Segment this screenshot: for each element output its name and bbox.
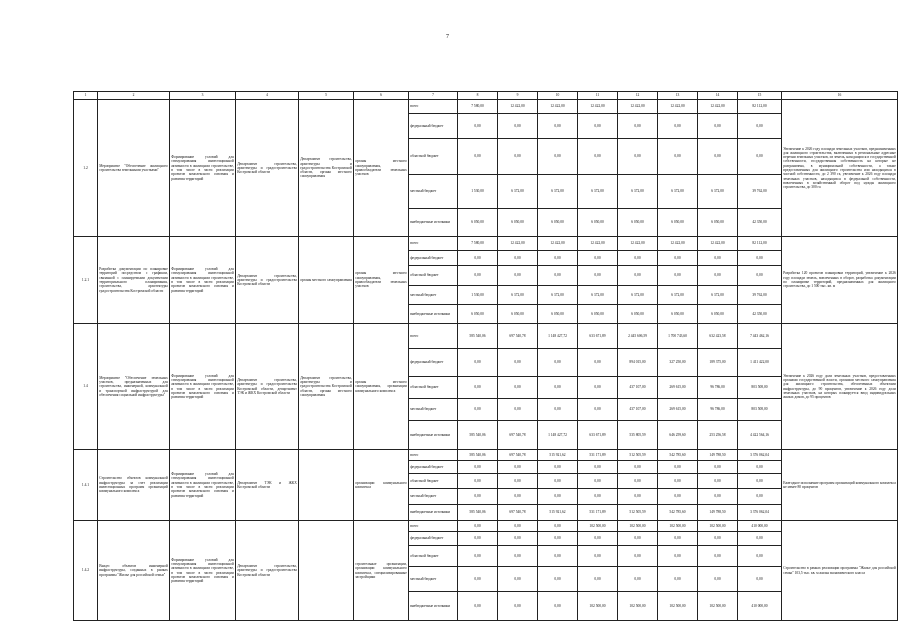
funding-total-cell: 0,00 xyxy=(738,461,782,474)
funding-year-cell: 0,00 xyxy=(498,377,538,399)
funding-year-cell: 0,00 xyxy=(698,532,738,546)
funding-year-cell: 6 050,00 xyxy=(458,209,498,237)
funding-year-cell: 0,00 xyxy=(578,532,618,546)
funding-year-cell: 515 921,62 xyxy=(538,450,578,461)
activity-code-cell: 1.2.1 xyxy=(74,237,98,324)
funding-year-cell: 0,00 xyxy=(458,114,498,139)
activity-participants-cell: органы местного самоуправления xyxy=(299,237,354,324)
activity-code-cell: 1.4.2 xyxy=(74,521,98,621)
funding-source-cell: областной бюджет xyxy=(409,474,458,489)
funding-year-cell: 0,00 xyxy=(498,521,538,532)
funding-year-cell: 12 422,00 xyxy=(578,100,618,114)
funding-year-cell: 0,00 xyxy=(658,567,698,592)
activity-goal-cell: Формирование условий для стимулирования инвестиционной активности в жилищном строительстве, в том числе в части реализации проектов комплексного освоения и развития территорий xyxy=(170,324,236,450)
funding-year-cell: 697 540,78 xyxy=(498,421,538,450)
funding-year-cell: 6 050,00 xyxy=(618,305,658,324)
funding-year-cell: 0,00 xyxy=(698,546,738,567)
funding-year-cell: 6 050,00 xyxy=(578,209,618,237)
funding-total-cell: 7 443 462,16 xyxy=(738,324,782,349)
funding-year-cell: 0,00 xyxy=(458,532,498,546)
funding-source-cell: местный бюджет xyxy=(409,567,458,592)
funding-year-cell: 437 107,00 xyxy=(618,399,658,421)
funding-year-cell: 0,00 xyxy=(618,474,658,489)
funding-year-cell: 0,00 xyxy=(458,399,498,421)
activity-code-cell: 1.2 xyxy=(74,100,98,237)
funding-year-cell: 12 422,00 xyxy=(498,100,538,114)
activity-participants-cell xyxy=(299,450,354,521)
target-indicator-cell: Увеличение к 2026 году доли земельных участков, предоставленных органами государственной власти, органами местного самоуправления для жилищного строительства, обеспеченных объектами инфраструктуры, до 90 процентов, увеличение к 2026 году доли земельных участков, на которых планируется ввод индивидуальных жилых домов, до 95 процентов xyxy=(782,324,898,450)
funding-year-cell: 531 171,89 xyxy=(578,505,618,521)
funding-year-cell: 0,00 xyxy=(658,489,698,505)
funding-year-cell: 0,00 xyxy=(538,461,578,474)
funding-year-cell: 0,00 xyxy=(658,546,698,567)
funding-source-cell: всего xyxy=(409,237,458,251)
activity-executor-cell: Департамент строительства, архитектуры и градостроительства Костромской области xyxy=(236,100,299,237)
funding-year-cell: 0,00 xyxy=(458,474,498,489)
funding-year-cell: 12 422,00 xyxy=(618,237,658,251)
funding-total-cell: 410 000,00 xyxy=(738,592,782,621)
funding-total-cell: 82 112,00 xyxy=(738,100,782,114)
funding-year-cell: 0,00 xyxy=(538,592,578,621)
funding-year-cell: 0,00 xyxy=(698,567,738,592)
funding-year-cell: 0,00 xyxy=(538,489,578,505)
funding-year-cell: 542 785,60 xyxy=(658,505,698,521)
funding-year-cell: 0,00 xyxy=(498,489,538,505)
funding-year-cell: 6 050,00 xyxy=(498,305,538,324)
funding-source-cell: местный бюджет xyxy=(409,489,458,505)
funding-year-cell: 0,00 xyxy=(458,489,498,505)
funding-year-cell: 0,00 xyxy=(618,489,658,505)
program-activities-table xyxy=(73,91,898,621)
funding-total-cell: 82 112,00 xyxy=(738,237,782,251)
column-number-header: 10 xyxy=(538,92,578,100)
funding-source-cell: местный бюджет xyxy=(409,286,458,305)
header-row xyxy=(74,92,898,100)
funding-total-cell: 3 376 062,04 xyxy=(738,450,782,461)
funding-source-cell: областной бюджет xyxy=(409,546,458,567)
table-row xyxy=(74,237,898,251)
activity-goal-cell: Формирование условий для стимулирования инвестиционной активности в жилищном строительстве, в том числе в части реализации проектов комплексного освоения и развития территорий xyxy=(170,450,236,521)
funding-year-cell: 12 422,00 xyxy=(538,237,578,251)
activity-name-cell: Мероприятие "Обеспечение жилищного строительства земельными участками" xyxy=(98,100,170,237)
funding-year-cell: 585 540,06 xyxy=(458,450,498,461)
funding-year-cell: 0,00 xyxy=(578,114,618,139)
funding-year-cell: 0,00 xyxy=(698,114,738,139)
funding-year-cell: 0,00 xyxy=(458,139,498,175)
funding-total-cell: 39 762,00 xyxy=(738,286,782,305)
funding-total-cell: 0,00 xyxy=(738,546,782,567)
funding-year-cell: 0,00 xyxy=(698,139,738,175)
funding-year-cell: 1 148 427,72 xyxy=(538,324,578,349)
funding-year-cell: 697 540,78 xyxy=(498,505,538,521)
funding-year-cell: 0,00 xyxy=(538,266,578,286)
column-number-header: 16 xyxy=(782,92,898,100)
funding-source-cell: внебюджетные источники xyxy=(409,505,458,521)
funding-year-cell: 585 540,06 xyxy=(458,324,498,349)
funding-year-cell: 0,00 xyxy=(498,532,538,546)
funding-source-cell: федеральный бюджет xyxy=(409,461,458,474)
funding-year-cell: 0,00 xyxy=(658,251,698,266)
funding-total-cell: 0,00 xyxy=(738,532,782,546)
funding-total-cell: 3 376 062,04 xyxy=(738,505,782,521)
activity-executor-cell: Департамент ТЭК и ЖКХ Костромской области xyxy=(236,450,299,521)
activity-executor-cell: Департамент строительства, архитектуры и градостроительства Костромской области xyxy=(236,237,299,324)
funding-year-cell: 189 375,00 xyxy=(698,349,738,377)
funding-year-cell: 0,00 xyxy=(698,251,738,266)
funding-year-cell: 0,00 xyxy=(578,489,618,505)
funding-year-cell: 0,00 xyxy=(538,377,578,399)
funding-year-cell: 0,00 xyxy=(578,251,618,266)
funding-source-cell: местный бюджет xyxy=(409,399,458,421)
funding-year-cell: 0,00 xyxy=(578,461,618,474)
funding-year-cell: 327 250,00 xyxy=(658,349,698,377)
page-number: 7 xyxy=(446,34,449,40)
funding-year-cell: 6 372,00 xyxy=(538,175,578,209)
funding-total-cell: 0,00 xyxy=(738,251,782,266)
funding-year-cell: 0,00 xyxy=(578,399,618,421)
funding-year-cell: 894 015,00 xyxy=(618,349,658,377)
funding-year-cell: 12 422,00 xyxy=(658,237,698,251)
activity-result-cell: строительные организации, организации коммунального комплекса, специализированные застройщики xyxy=(354,521,409,621)
table-row xyxy=(74,450,898,461)
funding-year-cell: 102 500,00 xyxy=(658,592,698,621)
column-number-header: 4 xyxy=(236,92,299,100)
funding-year-cell: 0,00 xyxy=(578,377,618,399)
funding-year-cell: 0,00 xyxy=(498,349,538,377)
funding-year-cell: 0,00 xyxy=(458,567,498,592)
funding-year-cell: 0,00 xyxy=(498,139,538,175)
funding-total-cell: 0,00 xyxy=(738,114,782,139)
funding-total-cell: 0,00 xyxy=(738,266,782,286)
funding-year-cell: 102 500,00 xyxy=(698,592,738,621)
funding-year-cell: 585 540,06 xyxy=(458,505,498,521)
funding-year-cell: 0,00 xyxy=(538,474,578,489)
funding-source-cell: областной бюджет xyxy=(409,377,458,399)
funding-year-cell: 0,00 xyxy=(658,532,698,546)
funding-source-cell: местный бюджет xyxy=(409,175,458,209)
funding-year-cell: 0,00 xyxy=(578,139,618,175)
column-number-header: 14 xyxy=(698,92,738,100)
funding-year-cell: 6 050,00 xyxy=(458,305,498,324)
funding-year-cell: 6 050,00 xyxy=(698,305,738,324)
column-number-header: 8 xyxy=(458,92,498,100)
funding-year-cell: 0,00 xyxy=(538,567,578,592)
funding-year-cell: 697 540,78 xyxy=(498,324,538,349)
funding-year-cell: 6 050,00 xyxy=(658,305,698,324)
funding-year-cell: 0,00 xyxy=(538,251,578,266)
funding-total-cell: 1 411 422,00 xyxy=(738,349,782,377)
funding-year-cell: 0,00 xyxy=(538,139,578,175)
funding-year-cell: 12 422,00 xyxy=(618,100,658,114)
funding-year-cell: 7 580,00 xyxy=(458,237,498,251)
funding-year-cell: 6 372,00 xyxy=(538,286,578,305)
funding-year-cell: 0,00 xyxy=(578,567,618,592)
activity-executor-cell: Департамент строительства, архитектуры и градостроительства Костромской области, департамент ТЭК и ЖКХ Костромской области xyxy=(236,324,299,450)
funding-year-cell: 0,00 xyxy=(538,532,578,546)
funding-source-cell: федеральный бюджет xyxy=(409,349,458,377)
funding-total-cell: 410 000,00 xyxy=(738,521,782,532)
activity-result-cell: органы местного самоуправления, правообладатели земельных участков xyxy=(354,237,409,324)
funding-source-cell: всего xyxy=(409,450,458,461)
funding-year-cell: 6 050,00 xyxy=(538,305,578,324)
column-number-header: 13 xyxy=(658,92,698,100)
funding-year-cell: 0,00 xyxy=(498,592,538,621)
funding-year-cell: 12 422,00 xyxy=(498,237,538,251)
funding-year-cell: 512 505,59 xyxy=(618,505,658,521)
table-row xyxy=(74,100,898,114)
funding-year-cell: 6 372,00 xyxy=(618,286,658,305)
column-number-header: 5 xyxy=(299,92,354,100)
funding-year-cell: 632 423,58 xyxy=(698,324,738,349)
funding-year-cell: 12 422,00 xyxy=(578,237,618,251)
funding-year-cell: 1 700 743,60 xyxy=(658,324,698,349)
funding-total-cell: 4 422 564,16 xyxy=(738,421,782,450)
funding-year-cell: 437 107,00 xyxy=(618,377,658,399)
funding-year-cell: 6 050,00 xyxy=(498,209,538,237)
funding-year-cell: 0,00 xyxy=(498,251,538,266)
funding-year-cell: 633 671,89 xyxy=(578,421,618,450)
funding-total-cell: 42 350,00 xyxy=(738,209,782,237)
funding-year-cell: 0,00 xyxy=(538,399,578,421)
funding-year-cell: 0,00 xyxy=(658,114,698,139)
funding-source-cell: всего xyxy=(409,100,458,114)
column-number-header: 15 xyxy=(738,92,782,100)
target-indicator-cell: Увеличение к 2026 году площади земельных участков, предназначенных для жилищного строительства, включенных в региональные адресные перечни земельных участков, из земель, находящихся в государственной собственности, государственная собственность на которые не разграничена, в муниципальной собственности, а также предоставленных для жилищного строительства или находящихся в частной собственности, до 2 390 га, увеличение к 2026 году площади земельных участков, находящихся в федеральной собственности, вовлеченных в хозяйственный оборот под нужды жилищного строительства, до 300 га xyxy=(782,100,898,237)
funding-source-cell: внебюджетные источники xyxy=(409,305,458,324)
funding-year-cell: 102 500,00 xyxy=(578,592,618,621)
funding-year-cell: 96 786,00 xyxy=(698,399,738,421)
activity-participants-cell xyxy=(299,521,354,621)
funding-year-cell: 0,00 xyxy=(538,114,578,139)
activity-code-cell: 1.4.1 xyxy=(74,450,98,521)
funding-total-cell: 0,00 xyxy=(738,567,782,592)
funding-year-cell: 102 500,00 xyxy=(698,521,738,532)
funding-year-cell: 6 050,00 xyxy=(658,209,698,237)
funding-total-cell: 39 762,00 xyxy=(738,175,782,209)
funding-year-cell: 0,00 xyxy=(458,592,498,621)
funding-year-cell: 0,00 xyxy=(578,349,618,377)
funding-year-cell: 0,00 xyxy=(498,546,538,567)
funding-year-cell: 0,00 xyxy=(618,139,658,175)
funding-year-cell: 0,00 xyxy=(538,349,578,377)
funding-year-cell: 6 050,00 xyxy=(538,209,578,237)
funding-total-cell: 0,00 xyxy=(738,474,782,489)
activity-name-cell: Выкуп объектов инженерной инфраструктуры, созданных в рамках программы "Жилье для российской семьи" xyxy=(98,521,170,621)
funding-year-cell: 697 540,78 xyxy=(498,450,538,461)
funding-source-cell: внебюджетные источники xyxy=(409,592,458,621)
funding-year-cell: 1 530,00 xyxy=(458,175,498,209)
column-number-header: 2 xyxy=(98,92,170,100)
funding-year-cell: 6 372,00 xyxy=(498,175,538,209)
funding-year-cell: 0,00 xyxy=(618,567,658,592)
target-indicator-cell: Строительство в рамках реализации программы "Жилье для российской семьи" 103,5 тыс. кв. м жилья экономического класса xyxy=(782,521,898,621)
funding-year-cell: 6 372,00 xyxy=(578,286,618,305)
funding-year-cell: 585 540,06 xyxy=(458,421,498,450)
funding-year-cell: 0,00 xyxy=(458,251,498,266)
funding-year-cell: 0,00 xyxy=(698,461,738,474)
funding-year-cell: 102 500,00 xyxy=(618,521,658,532)
funding-source-cell: внебюджетные источники xyxy=(409,421,458,450)
funding-total-cell: 0,00 xyxy=(738,489,782,505)
activity-result-cell: органы местного самоуправления, организации коммунального комплекса xyxy=(354,324,409,450)
funding-year-cell: 6 372,00 xyxy=(618,175,658,209)
funding-year-cell: 531 171,89 xyxy=(578,450,618,461)
column-number-header: 1 xyxy=(74,92,98,100)
funding-year-cell: 0,00 xyxy=(458,521,498,532)
funding-year-cell: 12 422,00 xyxy=(698,237,738,251)
funding-year-cell: 6 372,00 xyxy=(498,286,538,305)
funding-year-cell: 0,00 xyxy=(698,489,738,505)
funding-year-cell: 0,00 xyxy=(618,461,658,474)
funding-year-cell: 149 788,50 xyxy=(698,450,738,461)
column-number-header: 9 xyxy=(498,92,538,100)
activity-participants-cell: Департамент строительства, архитектуры и градостроительства Костромской области, органы местного самоуправления xyxy=(299,100,354,237)
funding-year-cell: 0,00 xyxy=(698,474,738,489)
activity-code-cell: 1.4 xyxy=(74,324,98,450)
funding-year-cell: 269 615,00 xyxy=(658,399,698,421)
funding-year-cell: 102 500,00 xyxy=(618,592,658,621)
column-number-header: 6 xyxy=(354,92,409,100)
funding-year-cell: 0,00 xyxy=(618,546,658,567)
activity-goal-cell: Формирование условий для стимулирования инвестиционной активности в жилищном строительстве, в том числе в части реализации проектов комплексного освоения и развития территорий xyxy=(170,237,236,324)
funding-year-cell: 542 785,60 xyxy=(658,450,698,461)
funding-year-cell: 6 050,00 xyxy=(578,305,618,324)
target-indicator-cell: Ежегодное исполнение программ организаций коммунального комплекса не менее 80 процентов xyxy=(782,450,898,521)
activity-result-cell: органы местного самоуправления, правообладатели земельных участков xyxy=(354,100,409,237)
funding-year-cell: 512 505,59 xyxy=(618,450,658,461)
funding-year-cell: 646 259,60 xyxy=(658,421,698,450)
funding-year-cell: 0,00 xyxy=(658,139,698,175)
target-indicator-cell: Разработка 120 проектов планировки территорий, увеличение к 2026 году площади земель, вовлеченных в оборот, разработка документации по планировке территорий, предназначенных для жилищного строительства, до 1 500 тыс. кв. м xyxy=(782,237,898,324)
funding-source-cell: областной бюджет xyxy=(409,266,458,286)
funding-year-cell: 0,00 xyxy=(618,532,658,546)
activity-name-cell: Строительство объектов коммунальной инфраструктуры за счет реализации инвестиционных программ организаций коммунального комплекса xyxy=(98,450,170,521)
funding-year-cell: 6 372,00 xyxy=(578,175,618,209)
funding-total-cell: 42 350,00 xyxy=(738,305,782,324)
funding-year-cell: 149 788,50 xyxy=(698,505,738,521)
activity-participants-cell: Департамент строительства, архитектуры и градостроительства Костромской области, органы местного самоуправления xyxy=(299,324,354,450)
funding-year-cell: 0,00 xyxy=(498,266,538,286)
table-row xyxy=(74,324,898,349)
funding-year-cell: 0,00 xyxy=(658,461,698,474)
funding-year-cell: 12 422,00 xyxy=(658,100,698,114)
funding-year-cell: 0,00 xyxy=(618,266,658,286)
column-number-header: 12 xyxy=(618,92,658,100)
funding-year-cell: 12 422,00 xyxy=(538,100,578,114)
funding-year-cell: 102 500,00 xyxy=(658,521,698,532)
funding-source-cell: федеральный бюджет xyxy=(409,532,458,546)
funding-year-cell: 0,00 xyxy=(458,349,498,377)
funding-year-cell: 0,00 xyxy=(458,377,498,399)
funding-year-cell: 0,00 xyxy=(498,114,538,139)
funding-year-cell: 0,00 xyxy=(578,266,618,286)
funding-year-cell: 253 256,58 xyxy=(698,421,738,450)
funding-year-cell: 0,00 xyxy=(658,474,698,489)
funding-source-cell: федеральный бюджет xyxy=(409,114,458,139)
funding-year-cell: 0,00 xyxy=(458,266,498,286)
funding-total-cell: 803 508,00 xyxy=(738,377,782,399)
funding-year-cell: 1 530,00 xyxy=(458,286,498,305)
funding-year-cell: 0,00 xyxy=(538,546,578,567)
funding-year-cell: 2 445 606,59 xyxy=(618,324,658,349)
funding-year-cell: 633 671,89 xyxy=(578,324,618,349)
funding-year-cell: 6 050,00 xyxy=(618,209,658,237)
column-number-header: 11 xyxy=(578,92,618,100)
funding-year-cell: 0,00 xyxy=(618,251,658,266)
column-number-header: 3 xyxy=(170,92,236,100)
funding-year-cell: 0,00 xyxy=(458,461,498,474)
activity-goal-cell: Формирование условий для стимулирования инвестиционной активности в жилищном строительстве, в том числе в части реализации проектов комплексного освоения и развития территорий xyxy=(170,521,236,621)
funding-source-cell: областной бюджет xyxy=(409,139,458,175)
activity-name-cell: Разработка документации по планировке территорий посредством с графиком, связанной с планируемыми документами территориального планирования, строительства, архитектуры градостроительства Костромской области xyxy=(98,237,170,324)
funding-year-cell: 0,00 xyxy=(498,474,538,489)
funding-year-cell: 0,00 xyxy=(538,521,578,532)
funding-source-cell: всего xyxy=(409,521,458,532)
funding-source-cell: федеральный бюджет xyxy=(409,251,458,266)
funding-year-cell: 0,00 xyxy=(578,474,618,489)
funding-year-cell: 6 372,00 xyxy=(658,286,698,305)
funding-year-cell: 7 580,00 xyxy=(458,100,498,114)
activity-goal-cell: Формирование условий для стимулирования инвестиционной активности в жилищном строительстве, в том числе в части реализации проектов комплексного освоения и развития территорий xyxy=(170,100,236,237)
funding-year-cell: 0,00 xyxy=(658,266,698,286)
funding-year-cell: 269 615,00 xyxy=(658,377,698,399)
funding-year-cell: 6 372,00 xyxy=(658,175,698,209)
activity-executor-cell: Департамент строительства, архитектуры и градостроительства Костромской области xyxy=(236,521,299,621)
activity-name-cell: Мероприятие "Обеспечение земельных участков, предназначенных для строительства, инженерной, коммунальной и транспортной инфраструктурой для обеспечения социальной инфраструктуры" xyxy=(98,324,170,450)
funding-year-cell: 96 786,00 xyxy=(698,377,738,399)
funding-year-cell: 0,00 xyxy=(498,461,538,474)
funding-year-cell: 6 050,00 xyxy=(698,209,738,237)
funding-year-cell: 6 372,00 xyxy=(698,286,738,305)
funding-total-cell: 0,00 xyxy=(738,139,782,175)
funding-year-cell: 0,00 xyxy=(618,114,658,139)
funding-year-cell: 102 500,00 xyxy=(578,521,618,532)
funding-year-cell: 0,00 xyxy=(698,266,738,286)
funding-year-cell: 515 921,62 xyxy=(538,505,578,521)
column-number-header: 7 xyxy=(409,92,458,100)
funding-year-cell: 12 422,00 xyxy=(698,100,738,114)
table-row xyxy=(74,521,898,532)
funding-source-cell: внебюджетные источники xyxy=(409,209,458,237)
funding-year-cell: 6 372,00 xyxy=(698,175,738,209)
funding-year-cell: 0,00 xyxy=(498,567,538,592)
funding-year-cell: 0,00 xyxy=(458,546,498,567)
funding-year-cell: 0,00 xyxy=(578,546,618,567)
funding-year-cell: 535 805,59 xyxy=(618,421,658,450)
funding-total-cell: 803 508,00 xyxy=(738,399,782,421)
funding-source-cell: всего xyxy=(409,324,458,349)
funding-year-cell: 1 148 427,72 xyxy=(538,421,578,450)
activity-result-cell: организации коммунального комплекса xyxy=(354,450,409,521)
funding-year-cell: 0,00 xyxy=(498,399,538,421)
